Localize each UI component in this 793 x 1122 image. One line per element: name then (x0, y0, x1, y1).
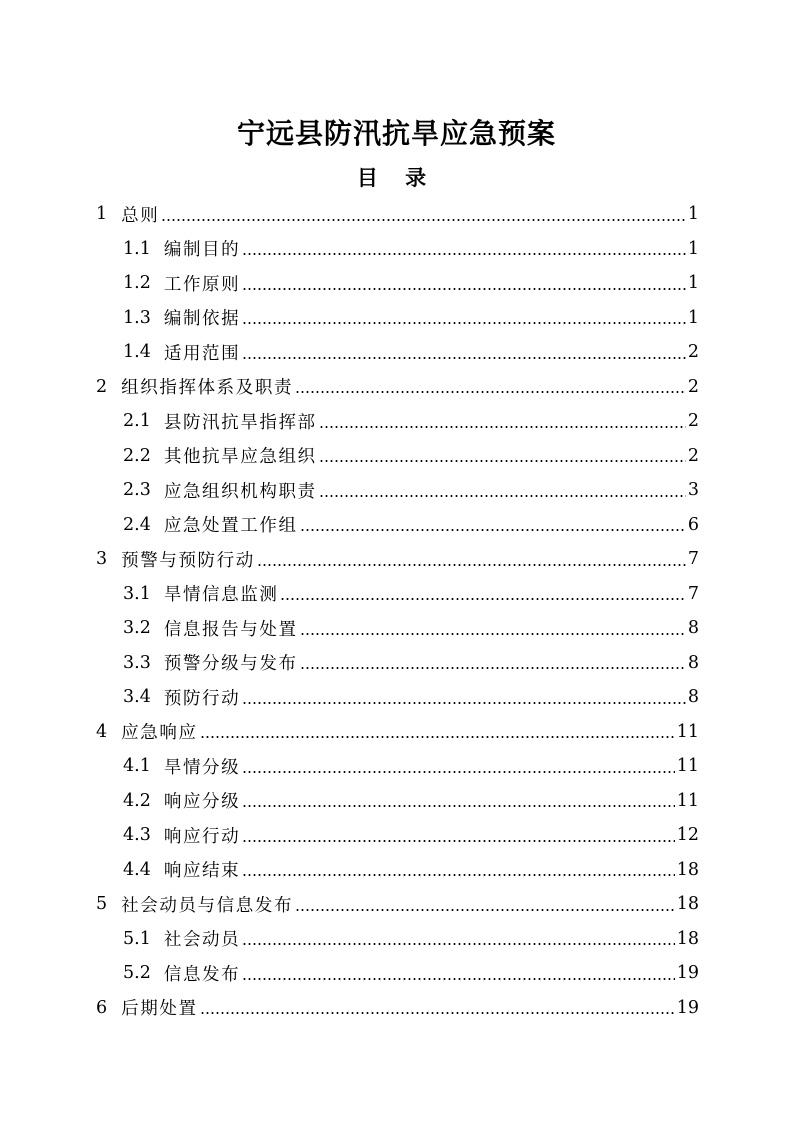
toc-dot-leader (242, 322, 686, 324)
toc-entry-page: 11 (676, 756, 699, 777)
toc-entry[interactable] (123, 577, 699, 612)
toc-entry[interactable] (123, 749, 699, 784)
toc-entry[interactable] (96, 370, 699, 405)
toc-dot-leader (242, 943, 674, 945)
toc-entry[interactable] (123, 335, 699, 370)
toc-entry-number: 2.2 (123, 445, 151, 466)
toc-entry[interactable] (96, 715, 699, 750)
toc-entry-title: 后期处置 (121, 999, 198, 1020)
toc-entry-title: 工作原则 (163, 274, 241, 295)
toc-entry-page: 19 (676, 997, 699, 1018)
toc-entry-number: 4 (96, 721, 108, 742)
toc-entry[interactable] (96, 991, 699, 1026)
toc-entry-page: 6 (687, 514, 699, 535)
toc-entry-page: 18 (676, 928, 699, 949)
toc-entry-page: 2 (687, 342, 699, 363)
toc-entry-title: 应急响应 (121, 723, 198, 744)
toc-entry[interactable] (123, 266, 699, 301)
toc-entry-title: 组织指挥体系及职责 (121, 378, 294, 399)
toc-entry-page: 2 (687, 411, 699, 432)
toc-entry-page: 3 (687, 480, 699, 501)
toc-entry[interactable] (123, 784, 699, 819)
toc-dot-leader (242, 357, 686, 359)
toc-entry-number: 2.4 (123, 514, 151, 535)
toc-dot-leader (319, 495, 686, 497)
toc-entry-number: 1.1 (123, 238, 151, 259)
toc-entry[interactable] (96, 542, 699, 577)
toc-dot-leader (300, 633, 686, 635)
toc-entry-number: 1.4 (123, 342, 151, 363)
toc-entry-page: 1 (687, 238, 699, 259)
toc-dot-leader (242, 702, 686, 704)
toc-entry-page: 8 (687, 687, 699, 708)
toc-entry-title: 总则 (121, 205, 160, 226)
toc-dot-leader (295, 391, 686, 393)
toc-entry-page: 1 (687, 204, 699, 225)
toc-entry-title: 预警与预防行动 (121, 550, 255, 571)
toc-entry-number: 1.3 (123, 307, 151, 328)
toc-entry-number: 6 (96, 997, 108, 1018)
toc-dot-leader (200, 736, 675, 738)
toc-entry-page: 1 (687, 307, 699, 328)
toc-dot-leader (280, 598, 685, 600)
toc-dot-leader (300, 667, 686, 669)
toc-entry-number: 5.1 (123, 928, 151, 949)
toc-entry-number: 2.3 (123, 480, 151, 501)
toc-entry[interactable] (123, 473, 699, 508)
toc-entry-number: 3 (96, 549, 108, 570)
toc-entry-title: 旱情分级 (163, 757, 241, 778)
toc-entry-page: 8 (687, 618, 699, 639)
toc-dot-leader (242, 805, 674, 807)
toc-entry-title: 编制目的 (163, 240, 241, 261)
toc-entry-number: 4.4 (123, 859, 151, 880)
toc-entry-number: 4.1 (123, 756, 151, 777)
toc-entry-page: 18 (676, 894, 699, 915)
toc-entry-title: 响应结束 (163, 861, 241, 882)
toc-dot-leader (319, 460, 686, 462)
toc-entry[interactable] (123, 680, 699, 715)
toc-entry-page: 18 (676, 859, 699, 880)
toc-entry-page: 11 (676, 721, 699, 742)
toc-entry-number: 3.1 (123, 583, 151, 604)
toc-entry[interactable] (123, 818, 699, 853)
toc-dot-leader (242, 253, 686, 255)
toc-entry[interactable] (96, 887, 699, 922)
toc-entry-number: 5 (96, 894, 108, 915)
toc-entry-title: 社会动员与信息发布 (121, 895, 294, 916)
toc-dot-leader (200, 1012, 675, 1014)
toc-dot-leader (242, 840, 674, 842)
toc-entry-number: 1 (96, 204, 108, 225)
toc-entry-title: 应急组织机构职责 (163, 481, 317, 502)
toc-entry-number: 3.3 (123, 652, 151, 673)
toc-entry-title: 信息报告与处置 (163, 619, 298, 640)
toc-entry-page: 2 (687, 376, 699, 397)
toc-entry-page: 1 (687, 273, 699, 294)
toc-entry-page: 2 (687, 445, 699, 466)
toc-dot-leader (242, 288, 686, 290)
toc-entry-number: 2 (96, 376, 108, 397)
toc-dot-leader (242, 771, 674, 773)
toc-entry[interactable] (123, 301, 699, 336)
toc-entry-title: 预防行动 (163, 688, 241, 709)
toc-entry-title: 预警分级与发布 (163, 654, 298, 675)
toc-entry-page: 11 (676, 790, 699, 811)
toc-entry-number: 3.2 (123, 618, 151, 639)
toc-entry-page: 7 (687, 549, 699, 570)
toc-entry[interactable] (96, 197, 699, 232)
toc-entry[interactable] (123, 232, 699, 267)
toc-entry-title: 其他抗旱应急组织 (163, 447, 317, 468)
toc-entry-title: 响应分级 (163, 792, 241, 813)
toc-entry[interactable] (123, 956, 699, 991)
toc-entry-number: 4.3 (123, 825, 151, 846)
toc-entry-title: 应急处置工作组 (163, 516, 298, 537)
toc-dot-leader (300, 529, 686, 531)
toc-entry-number: 5.2 (123, 963, 151, 984)
document-title: 宁远县防汛抗旱应急预案 (236, 117, 556, 150)
toc-dot-leader (295, 909, 675, 911)
toc-entry[interactable] (123, 439, 699, 474)
toc-entry[interactable] (123, 853, 699, 888)
toc-entry-page: 8 (687, 652, 699, 673)
toc-dot-leader (242, 874, 674, 876)
toc-dot-leader (242, 978, 674, 980)
toc-entry[interactable] (123, 922, 699, 957)
toc-entry-number: 2.1 (123, 411, 151, 432)
toc-dot-leader (319, 426, 686, 428)
toc-entry[interactable] (123, 611, 699, 646)
toc-entry-title: 响应行动 (163, 826, 241, 847)
toc-entry-page: 12 (676, 825, 699, 846)
toc-entry-page: 19 (676, 963, 699, 984)
toc-entry-number: 1.2 (123, 273, 151, 294)
toc-entry-title: 社会动员 (163, 930, 241, 951)
toc-entry-title: 县防汛抗旱指挥部 (163, 412, 317, 433)
toc-entry[interactable] (123, 404, 699, 439)
toc-entry-number: 3.4 (123, 687, 151, 708)
toc-entry-title: 编制依据 (163, 309, 241, 330)
toc-entry-title: 信息发布 (163, 964, 241, 985)
toc-entry[interactable] (123, 508, 699, 543)
toc-heading: 目 录 (356, 166, 437, 190)
toc-entry-page: 7 (687, 583, 699, 604)
toc-entry-title: 适用范围 (163, 343, 241, 364)
toc-entry[interactable] (123, 646, 699, 681)
toc-dot-leader (161, 219, 686, 221)
toc-entry-number: 4.2 (123, 790, 151, 811)
toc-dot-leader (257, 564, 686, 566)
toc-entry-title: 旱情信息监测 (163, 585, 279, 606)
